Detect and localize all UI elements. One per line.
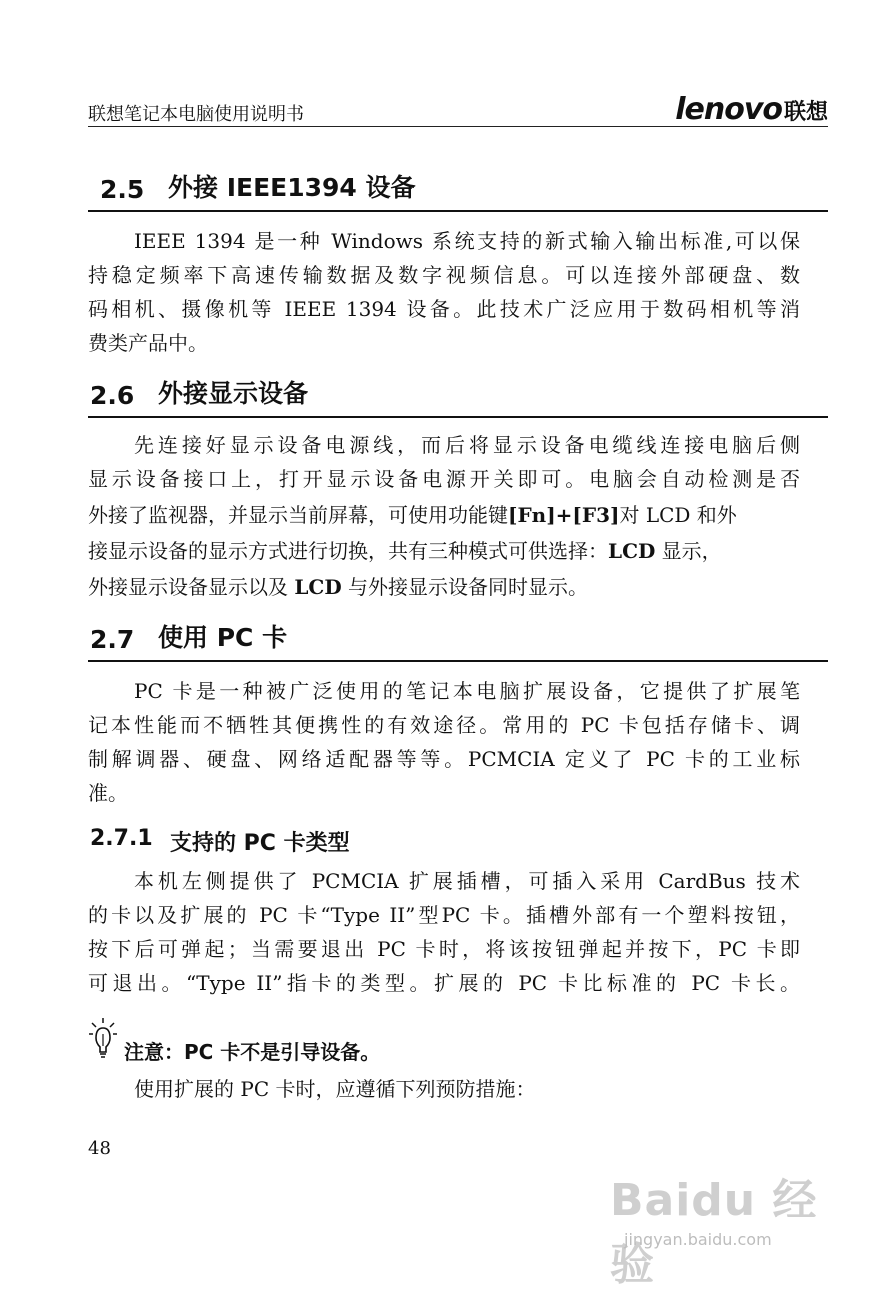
lcd-term: LCD: [294, 575, 342, 599]
paragraph-line: 先连接好显示设备电源线，而后将显示设备电缆线连接电脑后侧: [134, 433, 800, 457]
page-header: [88, 92, 828, 127]
paragraph-line: 本机左侧提供了 PCMCIA 扩展插槽，可插入采用 CardBus 技术: [134, 869, 800, 893]
text-run: 对 LCD 和外: [619, 503, 737, 527]
paragraph-line: [88, 536, 800, 566]
paragraph-line: [88, 572, 800, 602]
baidu-watermark: [610, 1150, 830, 1290]
paragraph-line: 显示设备接口上，打开显示设备电源开关即可。电脑会自动检测是否: [88, 467, 800, 491]
book-title: 联想笔记本电脑使用说明书: [88, 104, 304, 125]
section-number: 2.5: [100, 175, 145, 204]
section-title: 外接显示设备: [158, 379, 309, 408]
lcd-term: LCD: [608, 539, 656, 563]
paragraph-line: PC 卡是一种被广泛使用的笔记本电脑扩展设备，它提供了扩展笔: [134, 679, 800, 703]
paragraph-line: 持稳定频率下高速传输数据及数字视频信息。可以连接外部硬盘、数: [88, 263, 800, 287]
section-number: 2.6: [90, 381, 135, 410]
paragraph-line: 可退出。“Type II”指卡的类型。扩展的 PC 卡比标准的 PC 卡长。: [88, 971, 800, 995]
watermark-url: jingyan.baidu.com: [624, 1230, 772, 1249]
text-run: 与外接显示设备同时显示。: [341, 575, 589, 599]
text-run: 外接显示设备显示以及: [88, 575, 295, 599]
paragraph-line: 使用扩展的 PC 卡时，应遵循下列预防措施：: [134, 1077, 536, 1101]
lenovo-logo: [675, 92, 828, 127]
paragraph-line: 码相机、摄像机等 IEEE 1394 设备。此技术广泛应用于数码相机等消: [88, 297, 800, 321]
text-run: 显示，: [655, 539, 722, 563]
page-number: 48: [88, 1138, 111, 1159]
section-heading-2-6: [88, 378, 828, 418]
section-heading-2-5: [88, 172, 828, 212]
paragraph-line: 的卡以及扩展的 PC 卡“Type II”型PC 卡。插槽外部有一个塑料按钮，: [88, 903, 800, 927]
paragraph-line: 费类产品中。: [88, 331, 208, 355]
section-title: 外接 IEEE1394 设备: [168, 173, 416, 202]
paragraph-line: [88, 500, 800, 530]
section-heading-2-7: [88, 622, 828, 662]
paragraph-line: 按下后可弹起；当需要退出 PC 卡时，将该按钮弹起并按下，PC 卡即: [88, 937, 800, 961]
note-text: 注意：PC 卡不是引导设备。: [124, 1040, 381, 1064]
paragraph-line: 准。: [88, 781, 128, 805]
lightbulb-icon: [88, 1016, 118, 1060]
watermark-main: Baidu 经验: [610, 1175, 818, 1290]
logo-cn-text: 联想: [783, 100, 828, 125]
key-combo: [Fn]+[F3]: [508, 503, 620, 527]
text-run: 外接了监视器，并显示当前屏幕，可使用功能键: [88, 503, 508, 527]
text-run: 接显示设备的显示方式进行切换，共有三种模式可供选择：: [88, 539, 608, 563]
section-number: 2.7: [90, 625, 135, 654]
paragraph-line: IEEE 1394 是一种 Windows 系统支持的新式输入输出标准,可以保: [134, 229, 800, 253]
paragraph-line: 记本性能而不牺牲其便携性的有效途径。常用的 PC 卡包括存储卡、调: [88, 713, 800, 737]
section-title: 使用 PC 卡: [158, 623, 288, 652]
subsection-number: 2.7.1: [90, 826, 153, 851]
paragraph-line: 制解调器、硬盘、网络适配器等等。PCMCIA 定义了 PC 卡的工业标: [88, 747, 800, 771]
subsection-title: 支持的 PC 卡类型: [170, 831, 350, 856]
logo-text: lenovo: [675, 92, 782, 127]
